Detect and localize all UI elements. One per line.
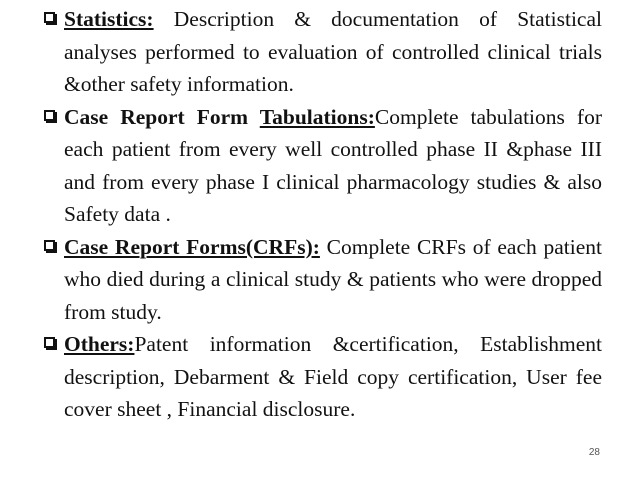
slide-number: 28 [588,447,600,458]
checkbox-square-icon [44,12,55,23]
bullet-item-case-report-forms [42,231,602,329]
bullet-term: Others: [64,332,135,356]
bullet-term: Statistics: [64,7,154,31]
bullet-text: Patent information &certification, Establishment description, Debarment & Field copy certification, User fee cover sheet , Financial disclosure. [64,332,602,421]
checkbox-square-icon [44,240,55,251]
checkbox-square-icon [44,110,55,121]
bullet-item-statistics [42,3,602,101]
bullet-term-plain: Case Report Form [64,104,260,129]
checkbox-square-icon [44,337,55,348]
bullet-term: Case Report Forms(CRFs): [64,234,320,259]
bullet-list [42,3,602,426]
bullet-text: Complete CRFs of each patient who died during a clinical study & patients who were dropped from study. [64,234,602,324]
bullet-term: Tabulations: [259,104,375,129]
bullet-item-others [42,328,602,426]
bullet-text: Complete tabulations for each patient from every well controlled phase II &phase III and from every phase I clinical pharmacology studies & also Safety data . [64,104,602,226]
bullet-item-case-report-form-tabulations [42,101,602,231]
bullet-text: Description & documentation of Statistical analyses performed to evaluation of controlled clinical trials &other safety information. [64,7,602,96]
